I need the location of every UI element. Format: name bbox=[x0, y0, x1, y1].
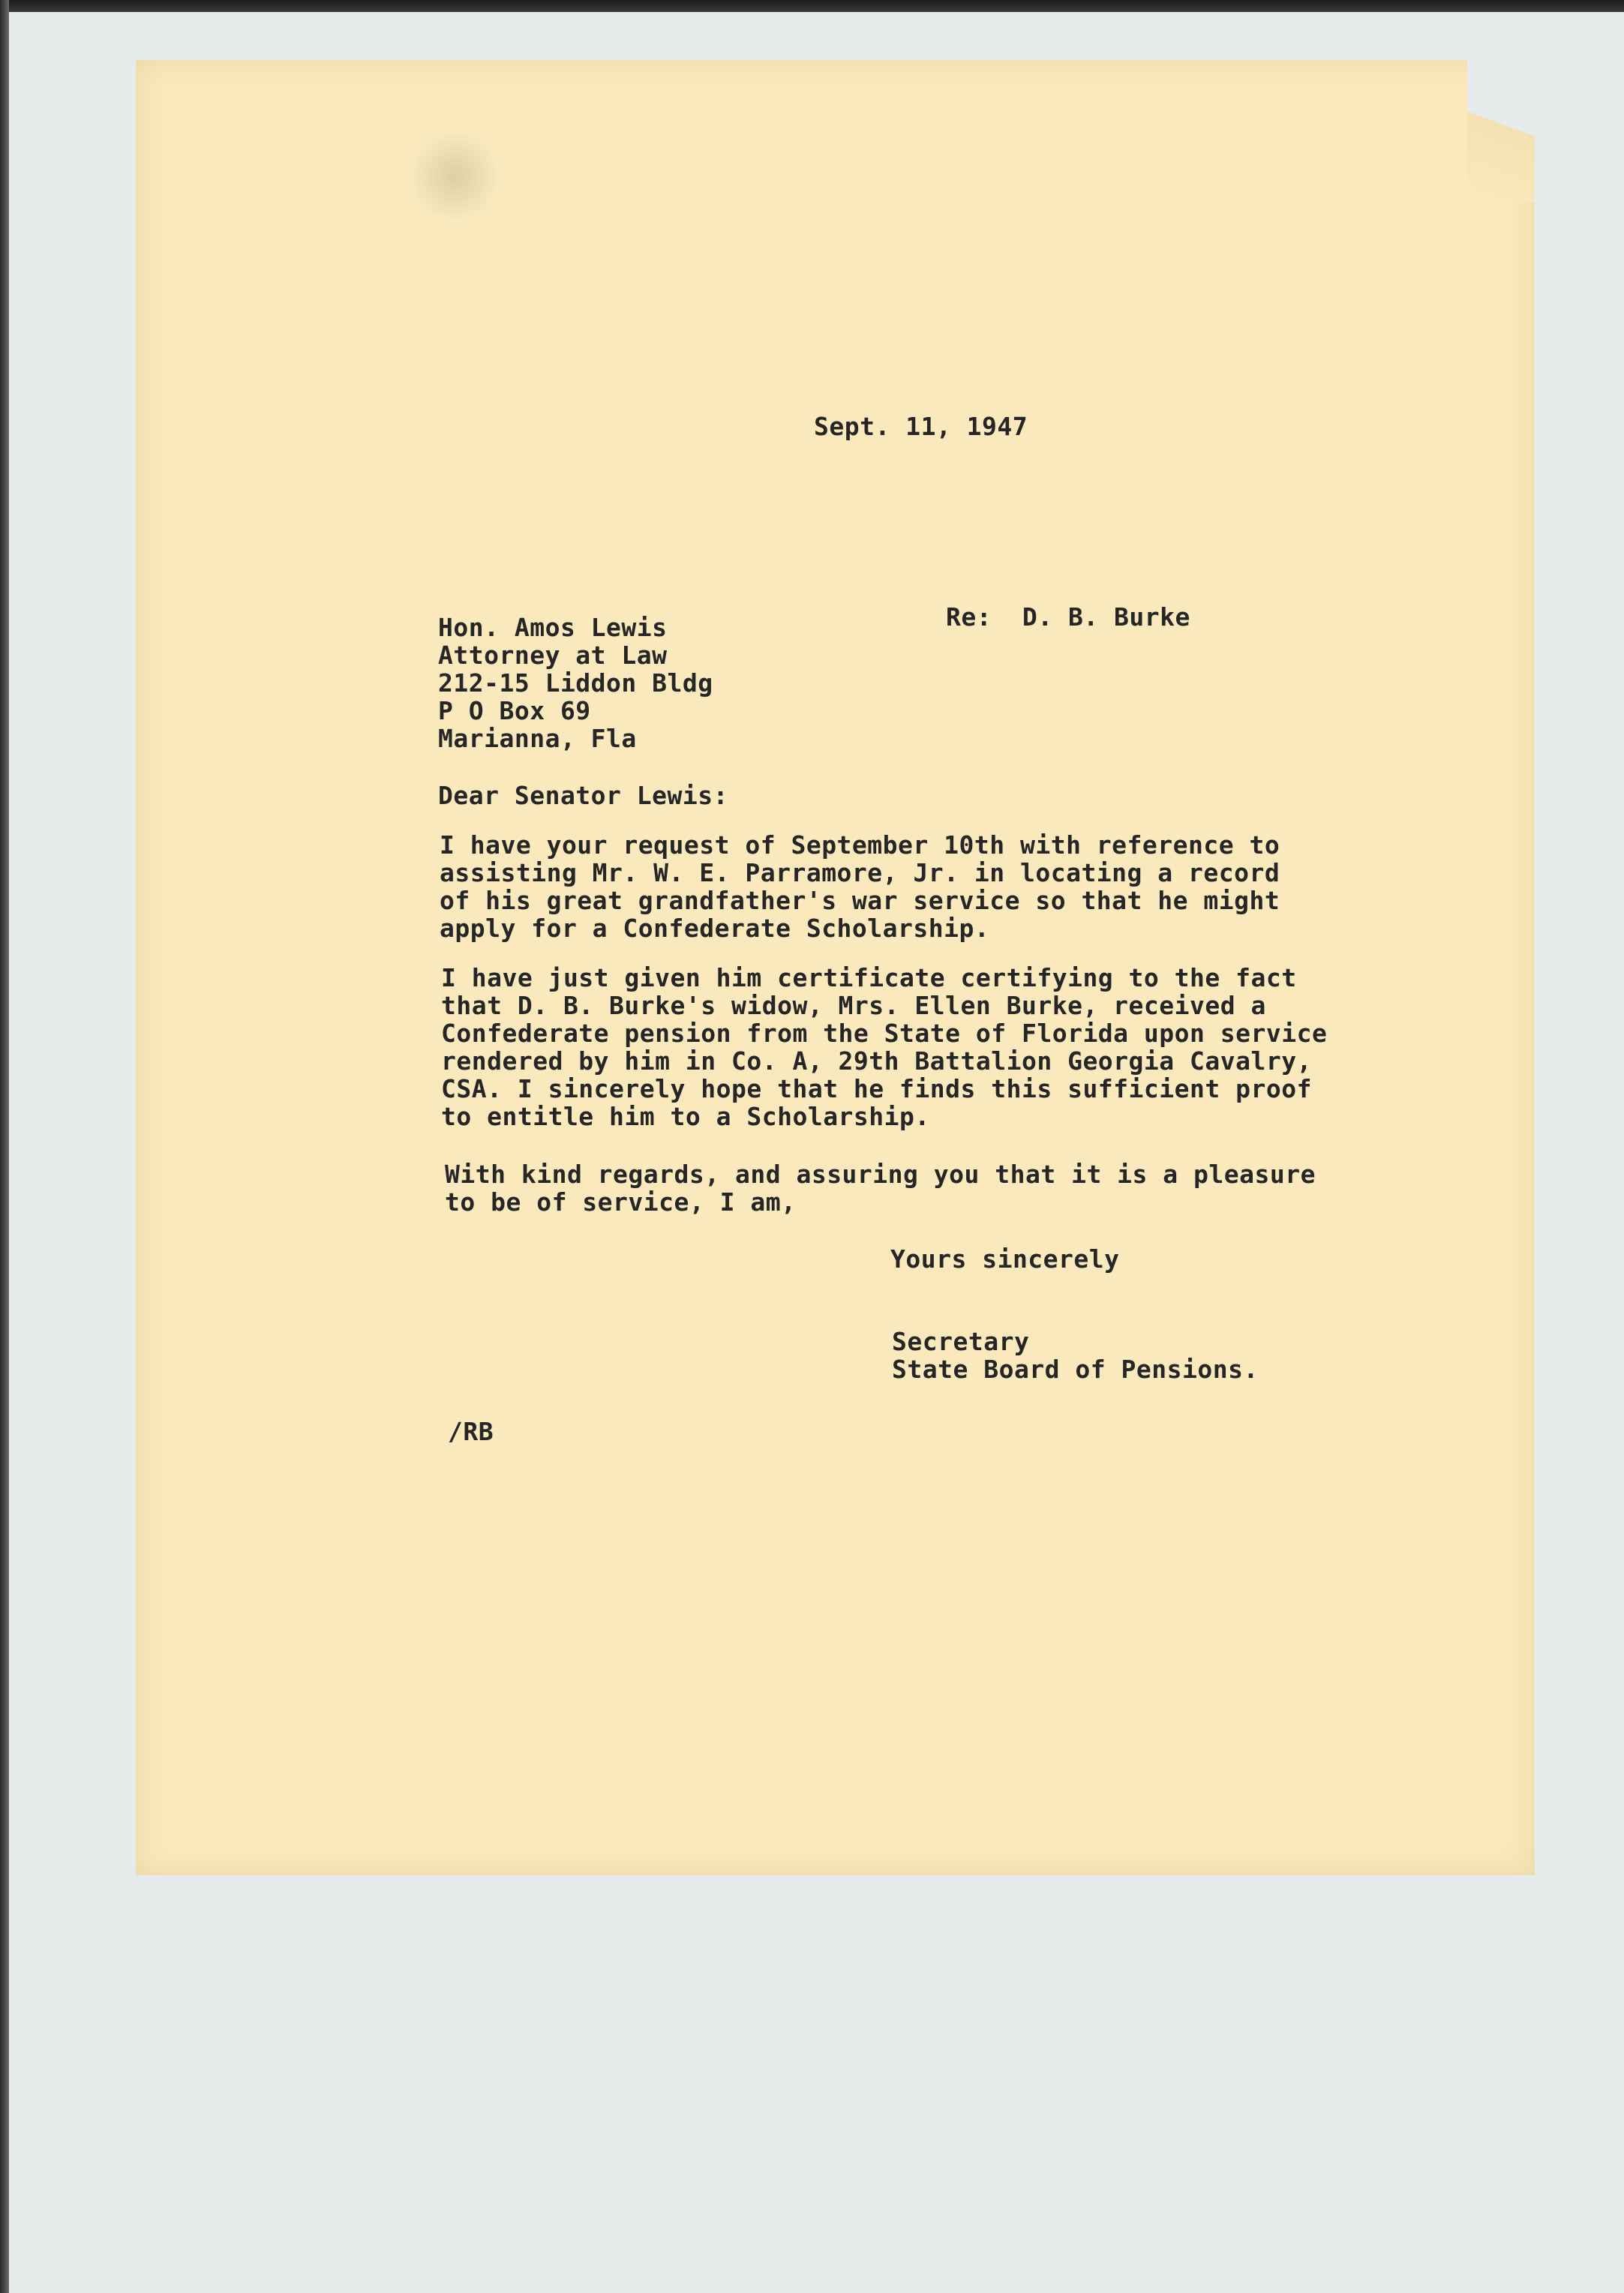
recipient-address-line-1: 212-15 Liddon Bldg bbox=[438, 668, 713, 698]
signer-title-secretary: Secretary bbox=[892, 1327, 1030, 1356]
letter-page bbox=[136, 60, 1535, 1875]
letter-date: Sept. 11, 1947 bbox=[814, 412, 1028, 441]
signer-title-board: State Board of Pensions. bbox=[892, 1355, 1259, 1384]
recipient-title: Attorney at Law bbox=[438, 641, 668, 670]
salutation: Dear Senator Lewis: bbox=[438, 781, 728, 810]
paragraph-certificate: I have just given him certificate certifying to the fact that D. B. Burke's widow, Mrs. Ellen Burke, received a Confederate pension from the State of Florida upon service rendered by him in Co. A, 29th Battalion Georgia Cavalry, CSA. I sincerely hope that he finds this sufficient proof to entitle him to a Scholarship. bbox=[441, 963, 1328, 1131]
paper-smudge bbox=[413, 128, 496, 225]
recipient-address-line-2: P O Box 69 bbox=[438, 696, 591, 725]
recipient-name: Hon. Amos Lewis bbox=[438, 613, 668, 642]
typist-initials: /RB bbox=[448, 1417, 494, 1446]
paragraph-regards: With kind regards, and assuring you that it is a pleasure to be of service, I am, bbox=[445, 1160, 1316, 1217]
scanner-edge-left bbox=[0, 0, 9, 2293]
folded-corner bbox=[1467, 60, 1535, 203]
recipient-city: Marianna, Fla bbox=[438, 724, 637, 753]
scanner-edge-top bbox=[0, 0, 1624, 12]
closing: Yours sincerely bbox=[890, 1244, 1120, 1274]
reference-line: Re: D. B. Burke bbox=[946, 602, 1190, 632]
paragraph-request: I have your request of September 10th with reference to assisting Mr. W. E. Parramore, Jr. in locating a record of his great grandfather's war service so that he might apply for a Confederate Scholarship. bbox=[440, 830, 1280, 943]
